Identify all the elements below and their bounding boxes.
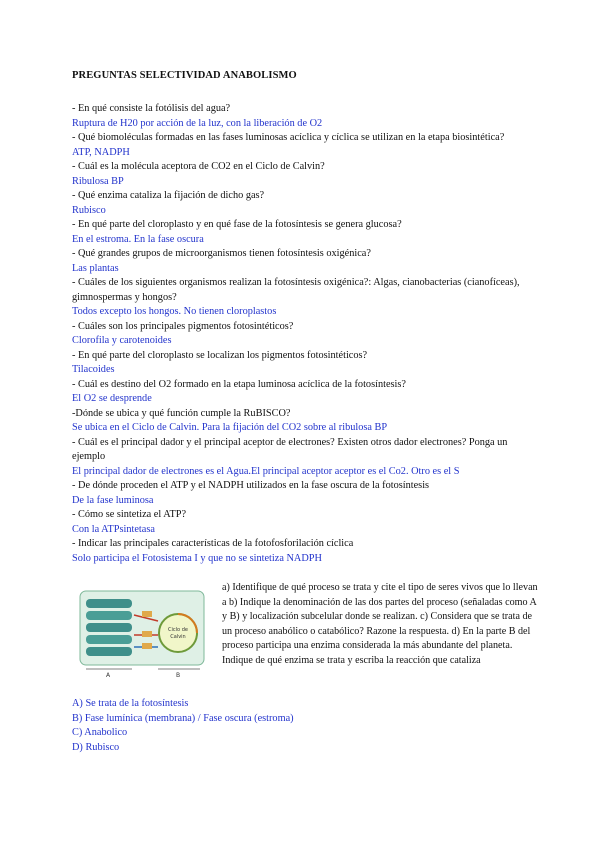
chloroplast-diagram xyxy=(72,585,212,679)
question-7: - Cuáles de los siguientes organismos realizan la fotosíntesis oxigénica?: Algas, cianobacterias (cianofíceas), gimnospermas y hongos? xyxy=(72,277,520,303)
question-6: - Qué grandes grupos de microorganismos tienen fotosíntesis oxigénica? xyxy=(72,248,371,259)
figure-question-block xyxy=(72,581,538,679)
question-8: - Cuáles son los principales pigmentos fotosintéticos? xyxy=(72,320,294,332)
answer-5: En el estroma. En la fase oscura xyxy=(72,233,204,245)
question-10: - Cuál es destino del O2 formado en la etapa luminosa acíclica de la fotosíntesis? xyxy=(72,378,406,390)
answer-10: El O2 se desprende xyxy=(72,393,152,404)
final-answers xyxy=(72,697,532,755)
question-4: - Qué enzima cataliza la fijación de dicho gas? xyxy=(72,190,265,201)
answer-9: Tilacoides xyxy=(72,364,115,375)
document-title: PREGUNTAS SELECTIVIDAD ANABOLISMO xyxy=(72,70,297,81)
question-9: - En qué parte del cloroplasto se localizan los pigmentos fotosintéticos? xyxy=(72,349,368,361)
figure-question-text: a) Identifique de qué proceso se trata y cite el tipo de seres vivos que lo llevan a b) Indique la denominación de las dos partes del proceso (señaladas como A y B) y localización subcelular donde se realizan. c) Considera que se trata de un proceso anabólico o catabólico? Razone la respuesta. d) En la parte B del proceso participa una enzima considerada la más abundante del planeta. Indique de qué enzima se trata y escriba la reacción que cataliza xyxy=(222,582,538,666)
final-answer-a: A) Se trata de la fotosíntesis xyxy=(72,698,189,709)
label-b: B xyxy=(175,672,181,679)
answer-4: Rubisco xyxy=(72,204,106,216)
calvin-cycle-diagram xyxy=(159,614,197,652)
answer-8: Clorofila y carotenoides xyxy=(72,335,172,346)
question-1: - En qué consiste la fotólisis del agua? xyxy=(72,103,231,114)
question-15: - Indicar las principales características de la fotofosforilación cíclica xyxy=(72,538,354,549)
final-answer-c: C) Anabolico xyxy=(72,727,128,738)
question-13: - De dónde proceden el ATP y el NADPH utilizados en la fase oscura de la fotosíntesis xyxy=(72,480,430,491)
answer-13: De la fase luminosa xyxy=(72,494,154,506)
question-14: - Cómo se sintetiza el ATP? xyxy=(72,509,187,520)
answer-6: Las plantas xyxy=(72,262,119,274)
svg-text:Ciclo de: Ciclo de xyxy=(168,627,188,633)
label-a: A xyxy=(105,672,111,679)
document-page xyxy=(72,70,538,755)
answer-11: Se ubica en el Ciclo de Calvin. Para la fijación del CO2 sobre al ribulosa BP xyxy=(72,422,388,433)
answer-1: Ruptura de H20 por acción de la luz, con la liberación de O2 xyxy=(72,117,323,129)
svg-text:Calvin: Calvin xyxy=(170,634,186,640)
question-3: - Cuál es la molécula aceptora de CO2 en el Ciclo de Calvin? xyxy=(72,161,325,172)
answer-15: Solo participa el Fotosistema I y que no se sintetiza NADPH xyxy=(72,552,322,564)
answer-3: Ribulosa BP xyxy=(72,175,124,187)
answer-7: Todos excepto los hongos. No tienen cloroplastos xyxy=(72,306,277,317)
answer-14: Con la ATPsintetasa xyxy=(72,523,155,535)
question-12: - Cuál es el principal dador y el principal aceptor de electrones? Existen otros dador electrones? Ponga un ejemplo xyxy=(72,436,508,462)
question-2: - Qué biomoléculas formadas en las fases luminosas acíclica y cíclica se utilizan en la etapa biosintética? xyxy=(72,132,505,143)
thylakoid-membrane xyxy=(86,599,132,656)
question-5: - En qué parte del cloroplasto y en qué fase de la fotosíntesis se genera glucosa? xyxy=(72,219,402,230)
answer-12: El principal dador de electrones es el Agua.El principal aceptor aceptor es el Co2. Otro es el S xyxy=(72,465,460,477)
qa-list xyxy=(72,102,532,566)
final-answer-d: D) Rubisco xyxy=(72,741,120,753)
answer-2: ATP, NADPH xyxy=(72,146,130,158)
final-answer-b: B) Fase lumínica (membrana) / Fase oscura (estroma) xyxy=(72,712,294,724)
question-11: -Dónde se ubica y qué función cumple la RuBISCO? xyxy=(72,407,291,419)
